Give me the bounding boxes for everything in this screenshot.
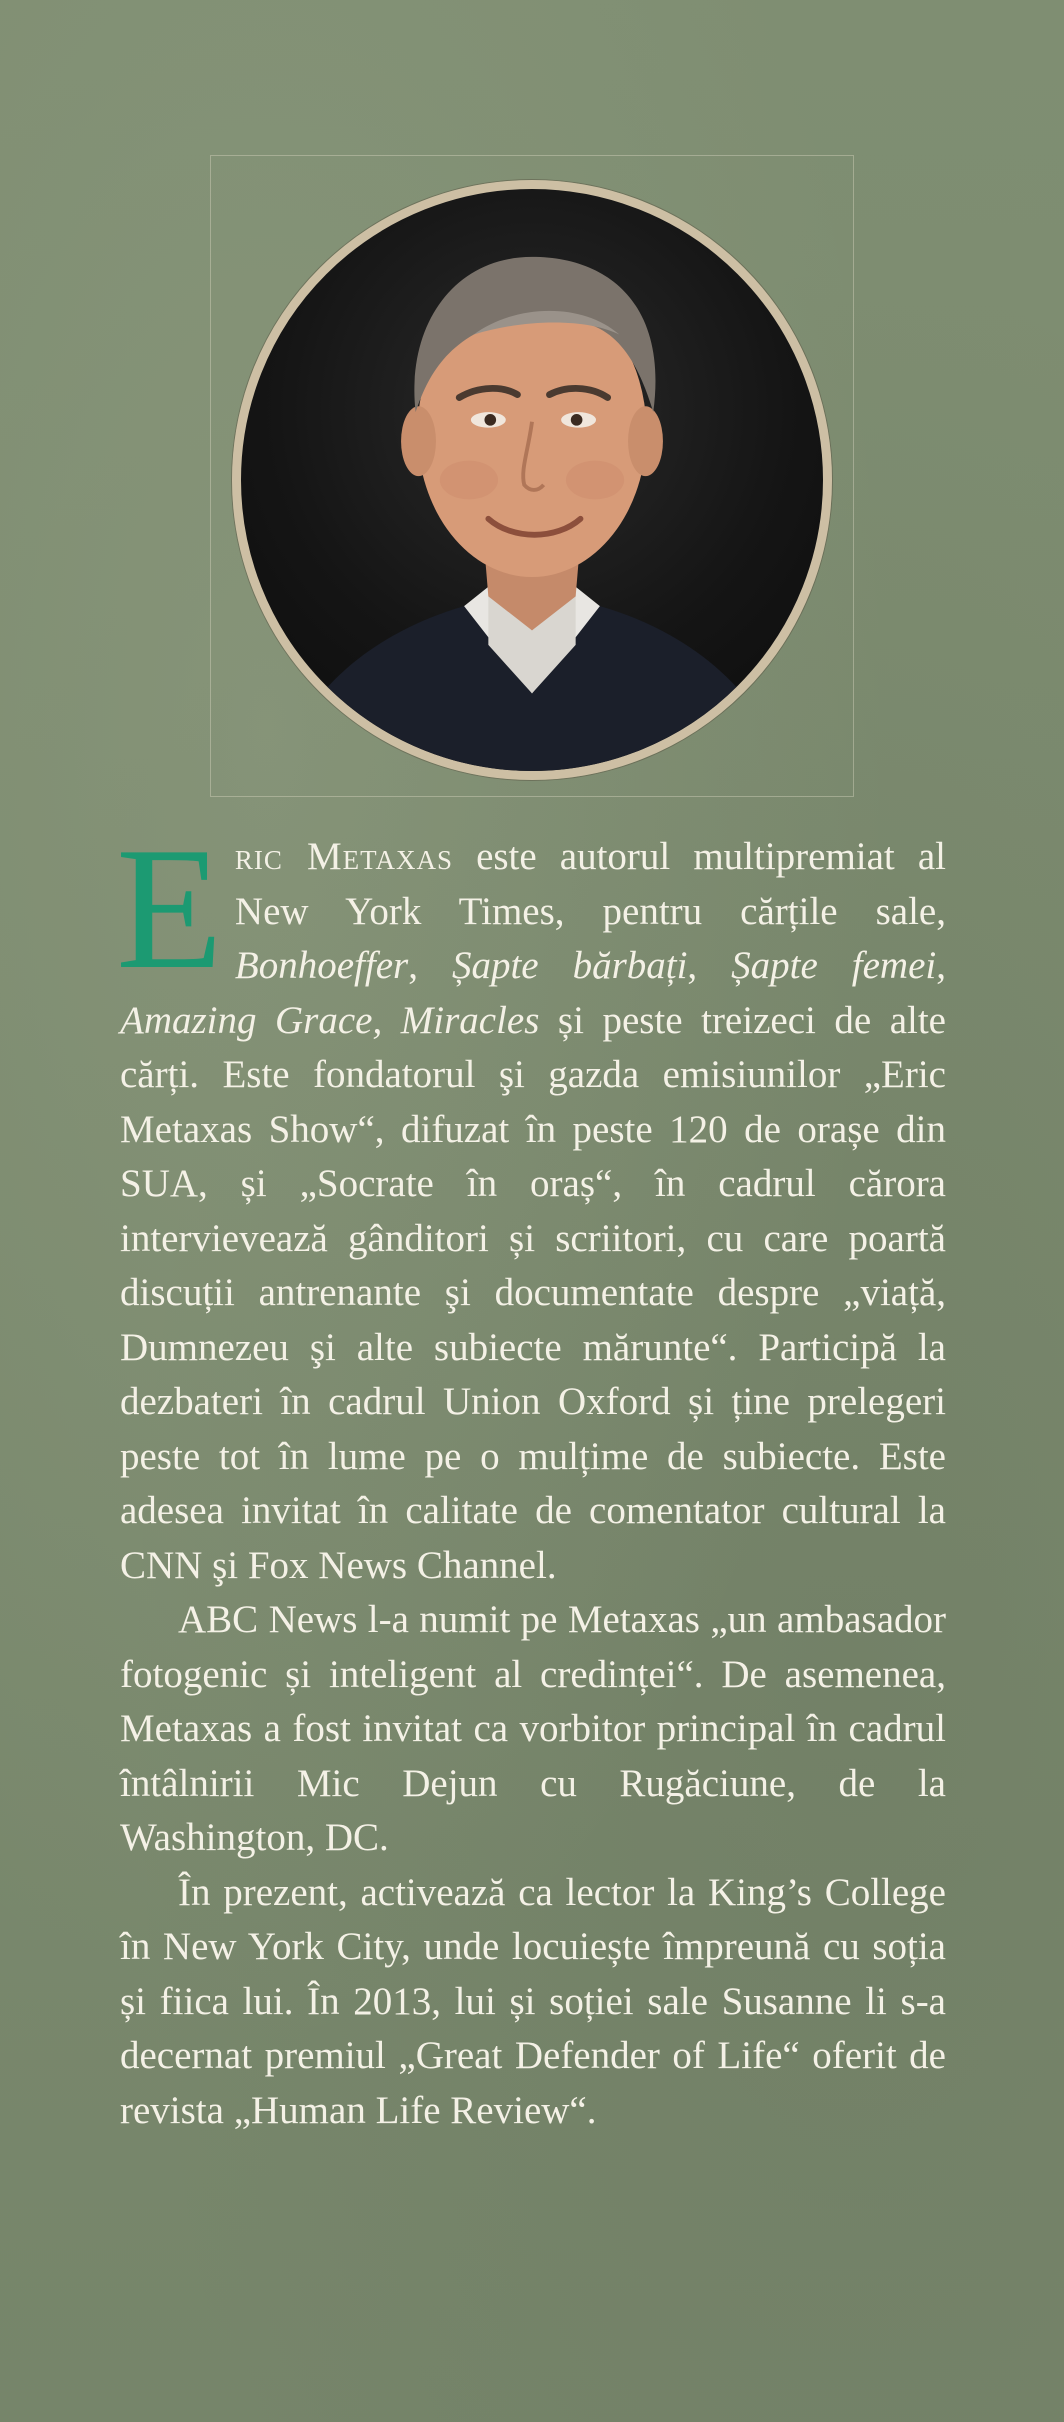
bio-paragraph-2: ABC News l-a numit pe Metaxas „un ambasador fotogenic și inteligent al credinței“. De asemenea, Metaxas a fost invitat ca vorbitor principal în cadrul întâlnirii Mic Dejun cu Rugăciune, de la Washington, DC. [120,1598,946,1859]
separator: , [408,944,452,987]
book-title-sapte-femei: Șapte femei [731,944,937,987]
bio-paragraph-1 [116,811,946,1593]
book-title-sapte-barbati: Șapte bărbați [451,944,688,987]
book-title-amazing-grace-miracles: Amazing Grace, Miracles [120,998,540,1042]
bio-paragraph-3: În prezent, activează ca lector la King’s College în New York City, unde locuiește împreună cu soția și fiica lui. În 2013, lui și soției sale Susanne li s-a decernat premiul „Great Defender of Life“ oferit de revista „Human Life Review“. [120,1870,946,2132]
drop-cap: E [116,811,223,1005]
bio-p1-rest: și peste treizeci de alte cărți. Este fondatorul şi gazda emisiunilor „Eric Metaxas Show“, difuzat în peste 120 de orașe din SUA, și „Socrate în oraș“, în cadrul cărora intervievează gânditori și scriitori, cu care poartă discuții antrenante şi documentate despre „viață, Dumnezeu şi alte subiecte mărunte“. Participă la dezbateri în cadrul Union Oxford și ține prelegeri peste tot în lume pe o mulțime de subiecte. Este adesea invitat în calitate de comentator cultural la CNN şi Fox News Channel. [120,998,946,1587]
book-title-bonhoeffer: Bonhoeffer [234,944,409,987]
author-portrait-illustration [241,189,823,771]
author-name-rest: ric Metaxas [234,835,453,878]
author-bio [116,811,946,2138]
separator: , [936,944,946,987]
separator: , [687,944,732,987]
bio-p1-intro: este autorul multipremiat al New York Times, pentru cărțile sale, [234,835,946,933]
author-portrait [232,180,832,780]
